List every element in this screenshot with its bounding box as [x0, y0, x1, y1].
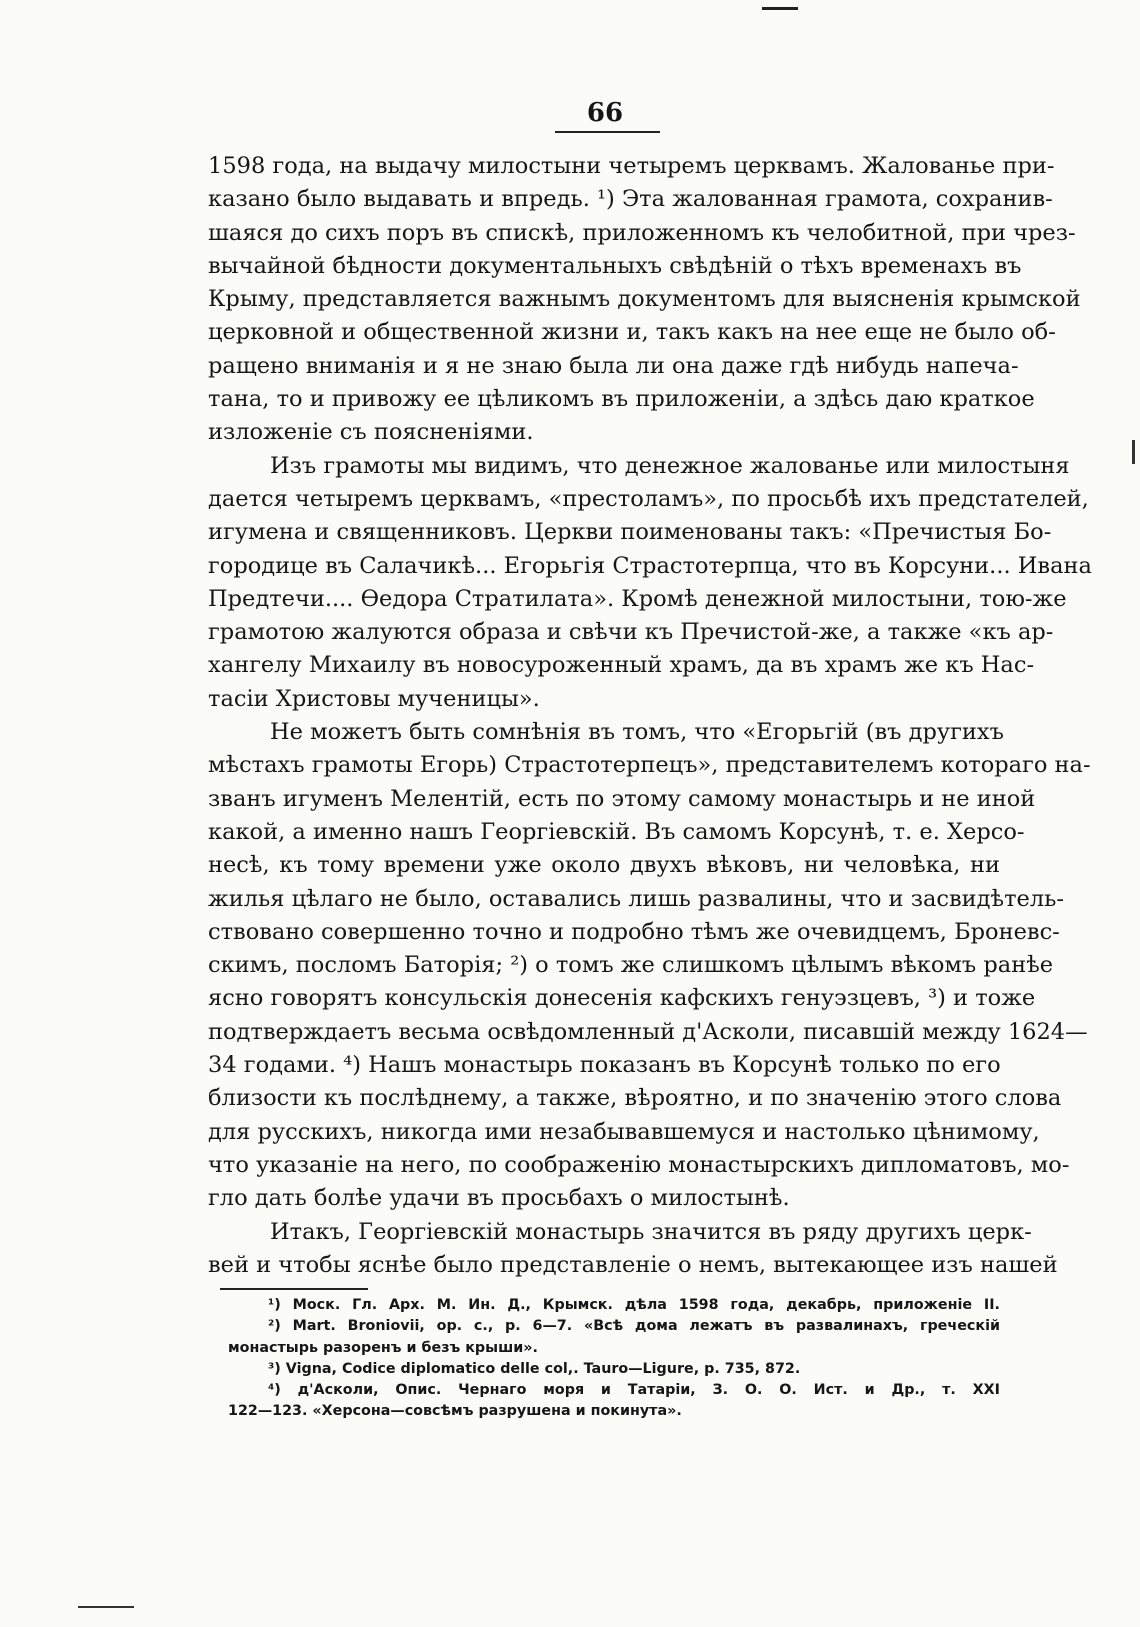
- footnotes: [228, 1295, 1000, 1423]
- text-line: ращено вниманія и я не знаю была ли она даже гдѣ нибудь напеча-: [208, 352, 1019, 379]
- footnote-1: ¹) Моск. Гл. Арх. М. Ин. Д., Крымск. дѣла 1598 года, декабрь, приложеніе II.: [268, 1297, 1000, 1313]
- text-line: грамотою жалуются образа и свѣчи къ Пречистой-же, а также «къ ар-: [208, 619, 1054, 646]
- text-line: игумена и священниковъ. Церкви поименованы такъ: «Пречистыя Бо-: [208, 519, 1052, 546]
- page-number-rule: [555, 131, 660, 133]
- body-text: [208, 150, 1092, 1282]
- text-line: дается четыремъ церквамъ, «престоламъ», по просьбѣ ихъ предстателей,: [208, 485, 1089, 512]
- footnote-2-continued: монастырь разоренъ и безъ крыши».: [228, 1339, 538, 1356]
- page-number: 66: [586, 98, 624, 128]
- text-line: ствовано совершенно точно и подробно тѣмъ же очевидцемъ, Броневс-: [208, 918, 1060, 945]
- text-line: казано было выдавать и впредь. ¹) Эта жалованная грамота, сохранив-: [208, 186, 1053, 213]
- text-line: Итакъ, Георгіевскій монастырь значится въ ряду другихъ церк-: [270, 1218, 1032, 1245]
- text-line: подтверждаетъ весьма освѣдомленный д'Асколи, писавшій между 1624—: [208, 1018, 1088, 1045]
- text-line: 1598 года, на выдачу милостыни четыремъ церквамъ. Жалованье при-: [208, 153, 1055, 179]
- text-line: городице въ Салачикѣ... Егорьгія Страстотерпца, что въ Корсуни... Ивана: [208, 552, 1092, 579]
- text-line: вычайной бѣдности документальныхъ свѣдѣній о тѣхъ временахъ въ: [208, 252, 1022, 279]
- text-line: тана, то и привожу ее цѣликомъ въ приложеніи, а здѣсь даю краткое: [208, 386, 1035, 413]
- text-line: званъ игуменъ Мелентій, есть по этому самому монастырь и не иной: [208, 785, 1036, 812]
- text-line: несѣ, къ тому времени уже около двухъ вѣковъ, ни человѣка, ни: [208, 852, 1000, 879]
- text-line: изложеніе съ поясненіями.: [208, 419, 534, 446]
- margin-mark: [78, 1606, 134, 1608]
- footnote-4-continued: 122—123. «Херсона—совсѣмъ разрушена и покинута».: [228, 1403, 682, 1420]
- text-line: какой, а именно нашъ Георгіевскій. Въ самомъ Корсунѣ, т. е. Херсо-: [208, 818, 1025, 845]
- text-line: Не можетъ быть сомнѣнія въ томъ, что «Егорьгій (въ другихъ: [270, 719, 1004, 746]
- paragraph: [208, 1216, 1058, 1283]
- text-line: для русскихъ, никогда ими незабывавшемуся и настолько цѣнимому,: [208, 1118, 1040, 1145]
- text-line: Крыму, представляется важнымъ документомъ для выясненія крымской: [208, 286, 1081, 313]
- top-rule: [762, 7, 798, 10]
- paragraph: [208, 716, 1091, 1215]
- footnote-3: ³) Vigna, Codice diplomatico delle col,. Tauro—Ligure, p. 735, 872.: [268, 1360, 801, 1377]
- text-line: Предтечи.... Өедора Стратилата». Кромѣ денежной милостыни, тою-же: [208, 585, 1067, 612]
- text-line: что указаніе на него, по соображенію монастырскихъ дипломатовъ, мо-: [208, 1151, 1070, 1178]
- text-line: гло дать болѣе удачи въ просьбахъ о милостынѣ.: [208, 1185, 790, 1212]
- paragraph: [208, 150, 1081, 450]
- text-line: жилья цѣлаго не было, оставались лишь развалины, что и засвидѣтель-: [208, 885, 1064, 912]
- text-line: скимъ, посломъ Баторія; ²) о томъ же слишкомъ цѣлымъ вѣкомъ ранѣе: [208, 952, 1054, 979]
- text-line: ясно говорятъ консульскія донесенія кафскихъ генуэзцевъ, ³) и тоже: [208, 985, 1036, 1012]
- text-line: Изъ грамоты мы видимъ, что денежное жалованье или милостыня: [270, 452, 1070, 479]
- text-line: тасіи Христовы мученицы».: [208, 685, 540, 712]
- paragraph: [208, 450, 1092, 716]
- footnote-4: ⁴) д'Асколи, Опис. Чернаго моря и Татаріи, З. О. О. Ист. и Др., т. XXI: [268, 1382, 1000, 1399]
- text-line: хангелу Михаилу въ новосуроженный храмъ, да въ храмъ же къ Нас-: [208, 652, 1035, 679]
- text-line: 34 годами. ⁴) Нашъ монастырь показанъ въ Корсунѣ только по его: [208, 1052, 1001, 1079]
- text-line: мѣстахъ грамоты Егорь) Страстотерпецъ», представителемъ котораго на-: [208, 752, 1091, 779]
- text-line: церковной и общественной жизни и, такъ какъ на нее еще не было об-: [208, 319, 1056, 346]
- text-line: вей и чтобы яснѣе было представленіе о немъ, вытекающее изъ нашей: [208, 1251, 1058, 1278]
- text-line: шаяся до сихъ поръ въ спискѣ, приложенномъ къ челобитной, при чрез-: [208, 219, 1076, 246]
- footnote-2: ²) Mart. Broniovii, op. c., p. 6—7. «Всѣ дома лежатъ въ развалинахъ, греческій: [268, 1318, 1000, 1335]
- footnote-rule: [220, 1288, 368, 1290]
- margin-mark: [1132, 440, 1135, 464]
- text-line: близости къ послѣднему, а также, вѣроятно, и по значенію этого слова: [208, 1085, 1062, 1112]
